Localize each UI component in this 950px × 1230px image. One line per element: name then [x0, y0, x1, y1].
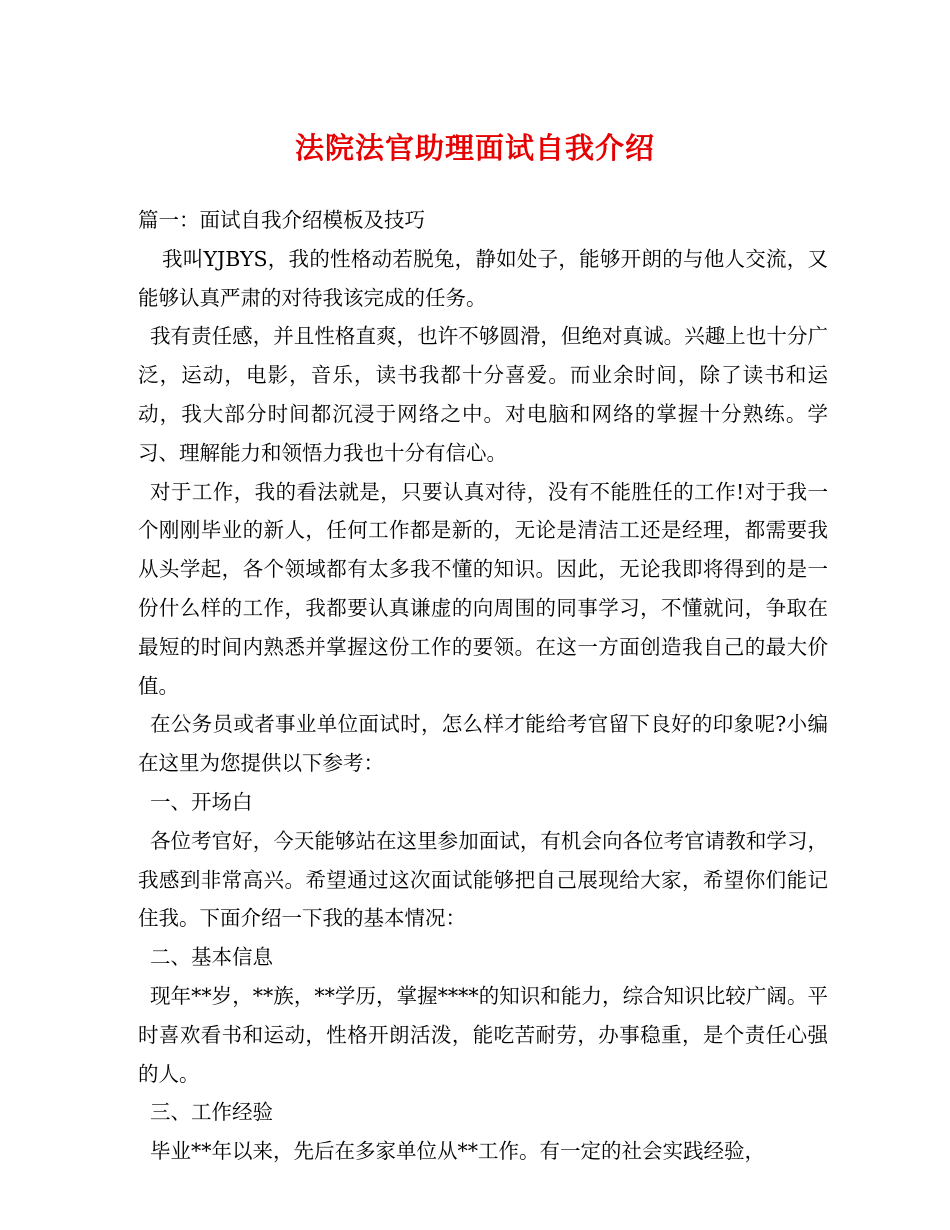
paragraph: 毕业**年以来，先后在多家单位从**工作。有一定的社会实践经验，	[150, 1139, 765, 1164]
subsection-heading: 一、开场白	[150, 789, 253, 814]
document-title: 法院法官助理面试自我介绍	[294, 131, 655, 165]
paragraph: 现年**岁，**族，**学历，掌握****的知识和能力，综合知识比较广阔。平时喜欢看书和运动，性格开朗活泼，能吃苦耐劳，办事稳重，是个责任心强的人。	[138, 983, 828, 1086]
subsection-heading: 二、基本信息	[150, 945, 273, 970]
paragraph: 我叫YJBYS，我的性格动若脱兔，静如处子，能够开朗的与他人交流，又能够认真严肃的对待我该完成的任务。	[138, 246, 828, 310]
paragraph: 各位考官好，今天能够站在这里参加面试，有机会向各位考官请教和学习，我感到非常高兴。希望通过这次面试能够把自己展现给大家，希望你们能记住我。下面介绍一下我的基本情况：	[138, 828, 828, 931]
section-heading: 篇一：面试自我介绍模板及技巧	[138, 208, 425, 232]
paragraph: 对于工作，我的看法就是，只要认真对待，没有不能胜任的工作!对于我一个刚刚毕业的新人，任何工作都是新的，无论是清洁工还是经理，都需要我从头学起，各个领域都有太多我不懂的知识。因此，无论我即将得到的是一份什么样的工作，我都要认真谦虚的向周围的同事学习，不懂就问，争取在最短的时间内熟悉并掌握这份工作的要领。在这一方面创造我自己的最大价值。	[138, 479, 828, 698]
subsection-heading: 三、工作经验	[150, 1100, 273, 1125]
paragraph: 在公务员或者事业单位面试时，怎么样才能给考官留下良好的印象呢?小编在这里为您提供以下参考：	[138, 712, 828, 776]
paragraph: 我有责任感，并且性格直爽，也许不够圆滑，但绝对真诚。兴趣上也十分广泛，运动，电影，音乐，读书我都十分喜爱。而业余时间，除了读书和运动，我大部分时间都沉浸于网络之中。对电脑和网络的掌握十分熟练。学习、理解能力和领悟力我也十分有信心。	[138, 324, 828, 465]
document-body	[138, 201, 828, 1171]
